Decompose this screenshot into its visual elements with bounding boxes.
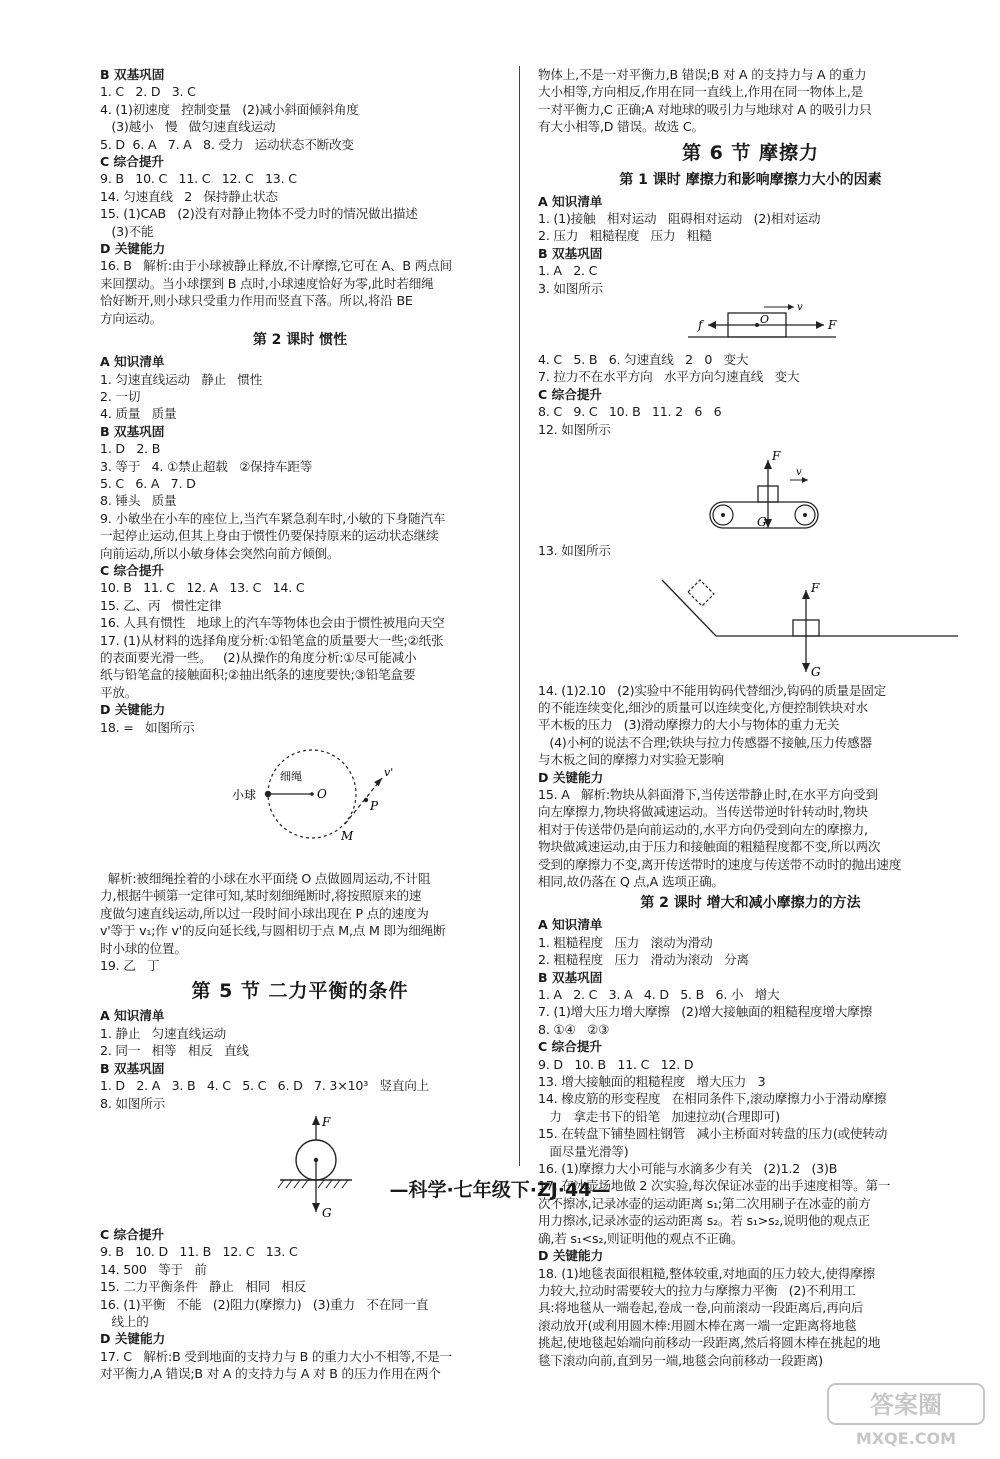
block-right-r5 (538, 542, 963, 559)
label-v: v (796, 467, 802, 479)
answer-line: 2. 一切 (100, 388, 141, 404)
column-divider (519, 66, 520, 1166)
label-ball: 小球 (232, 788, 257, 803)
answer-line: 2. 压力 粗糙程度 压力 粗糙 (538, 228, 712, 244)
subheading: B 双基巩固 (100, 67, 165, 82)
block-right-r3 (538, 351, 963, 386)
answer-line: 受到的摩擦力不变,离开传送带时的速度与传送带不动时的抛出速度 (538, 856, 902, 872)
label-g: G (811, 664, 821, 679)
answer-line: 力,根据牛顿第一定律可知,某时刻细绳断时,将按照原来的速 (100, 888, 422, 904)
answer-line: 具:将地毯从一端卷起,卷成一卷,向前滚动一段距离后,再向后 (538, 1300, 864, 1316)
label-p: P (370, 799, 379, 814)
answer-line: 纸与铅笔盒的接触面积;②抽出纸条的速度要快;③铅笔盒要 (100, 667, 416, 683)
section-title-friction: 第 6 节 摩擦力 (681, 141, 820, 164)
answer-line: 14. 橡皮筋的形变程度 在相同条件下,滚动摩擦力小于滑动摩擦 (538, 1091, 887, 1107)
subheading: B 双基巩固 (100, 423, 165, 439)
subheading: B 双基巩固 (100, 1060, 165, 1076)
figure-ball-on-ground (100, 1114, 500, 1224)
answer-line: 平放。 (100, 684, 138, 700)
lesson-title-friction-factors: 第 1 课时 摩擦力和影响摩擦力大小的因素 (619, 171, 882, 188)
answer-line: 10. B 11. C 12. A 13. C 14. C (100, 580, 305, 596)
answer-line: 16. 人具有惯性 地球上的汽车等物体也会由于惯性被甩向天空 (100, 615, 445, 631)
answer-line: 面尽量光滑等) (538, 1143, 629, 1159)
answer-line: 毯下滚动向前,直到另一端,地毯会向前移动一段距离) (538, 1352, 823, 1368)
subheading: B 双基巩固 (538, 969, 603, 985)
block-right-r4 (538, 386, 963, 438)
answer-line: 9. B 10. C 11. C 12. C 13. C (100, 171, 297, 187)
subheading: D 关键能力 (100, 1331, 166, 1347)
block-left-s11 (100, 1226, 500, 1330)
answer-line: 与木板之间的摩擦力对实验无影响 (538, 752, 724, 768)
answer-line: 向前运动,所以小敏身体会突然向前方倾倒。 (100, 545, 340, 561)
figure-circular-motion (100, 738, 500, 868)
answer-line: 15. 二力平衡条件 静止 相同 相反 (100, 1279, 307, 1295)
answer-line: 1. (1)接触 相对运动 阻碍相对运动 (2)相对运动 (538, 211, 821, 227)
answer-line: 物体上,不是一对平衡力,B 错误;B 对 A 的支持力与 A 的重力 (538, 67, 867, 82)
answer-line: 7. (1)增大压力增大摩擦 (2)增大接触面的粗糙程度增大摩擦 (538, 1004, 872, 1020)
label-g: G (757, 515, 767, 530)
answer-line: 次不擦冰,记录冰壶的运动距离 s₁;第二次用刷子在冰壶的前方 (538, 1195, 871, 1211)
block-right-r7 (538, 769, 963, 891)
answer-line: v'等于 v₁;作 v'的反向延长线,与圆相切于点 M,点 M 即为细绳断 (100, 923, 446, 939)
label-rope: 细绳 (280, 770, 302, 784)
answer-line: 13. 增大接触面的粗糙程度 增大压力 3 (538, 1074, 766, 1090)
block-right-r1 (538, 193, 963, 245)
answer-line: 8. C 9. C 10. B 11. 2 6 6 (538, 404, 722, 420)
block-right-r11 (538, 1247, 963, 1369)
label-f: F (811, 580, 820, 595)
answer-line: 9. 小敏坐在小车的座位上,当汽车紧急刹车时,小敏的下身随汽车 (100, 510, 446, 526)
label-v: v' (384, 766, 394, 780)
answer-line: 18. = 如图所示 (100, 719, 195, 735)
subheading: D 关键能力 (100, 241, 166, 257)
answer-line: 16. (1)摩擦力大小可能与水滴多少有关 (2)1.2 (3)B (538, 1161, 838, 1177)
block-right-r6 (538, 682, 963, 769)
subheading: D 关键能力 (538, 769, 604, 785)
answer-line: 相对于传送带仍是向前运动的,水平方向仍受到向左的摩擦力, (538, 821, 868, 837)
answer-line: (3)越小 慢 做匀速直线运动 (100, 119, 276, 135)
answer-line: 15. (1)CAB (2)没有对静止物体不受力时的情况做出描述 (100, 206, 418, 222)
subheading: C 综合提升 (100, 1226, 165, 1242)
answer-line: 3. 等于 4. ①禁止超载 ②保持车距等 (100, 458, 313, 474)
answer-line: 15. 乙、丙 惯性定律 (100, 597, 222, 613)
right-column (538, 66, 963, 1369)
label-g: G (322, 1205, 332, 1220)
block-left-s3 (100, 240, 500, 327)
answer-line: 14. 匀速直线 2 保持静止状态 (100, 188, 278, 204)
answer-line: 一对平衡力,C 正确;A 对地球的吸引力与地球对 A 的吸引力只 (538, 101, 872, 117)
answer-line: 1. 粗糙程度 压力 滚动为滑动 (538, 934, 713, 950)
answer-line: 18. (1)地毯表面很粗糙,整体较重,对地面的压力较大,使得摩擦 (538, 1265, 875, 1281)
answer-line: 15. 在转盘下铺垫圆柱钢管 减小主桥面对转盘的压力(或使转动 (538, 1126, 888, 1142)
label-f-small: f (698, 318, 703, 333)
answer-line: (3)不能 (100, 223, 154, 239)
subheading: C 综合提升 (538, 1039, 603, 1055)
block-left-s6 (100, 562, 500, 701)
label-o: O (317, 787, 327, 802)
answer-line: 对平衡力,A 错误;B 对 A 的支持力与 A 对 B 的压力作用在两个 (100, 1366, 441, 1382)
answer-line: 度做匀速直线运动,所以过一段时间小球出现在 P 点的速度为 (100, 905, 429, 921)
answer-line: 有大小相等,D 错误。故选 C。 (538, 119, 704, 135)
answer-line: 确,若 s₁<s₂,则证明他的观点不正确。 (538, 1230, 744, 1246)
answer-line: (4)小柯的说法不合理;铁块与拉力传感器不接触,压力传感器 (538, 734, 872, 750)
answer-line: 14. (1)2.10 (2)实验中不能用钩码代替细沙,钩码的质量是固定 (538, 682, 887, 698)
answer-line: 一起停止运动,但其上身由于惯性仍要保持原来的运动状态继续 (100, 528, 439, 544)
lesson-title-inertia: 第 2 课时 惯性 (252, 332, 348, 349)
answer-line: 1. D 2. A 3. B 4. C 5. C 6. D 7. 3×10³ 竖直向上 (100, 1078, 430, 1094)
answer-line: 力较大,拉动时需要较大的拉力与摩擦力平衡 (2)不利用工 (538, 1282, 856, 1298)
label-o: O (760, 313, 770, 327)
answer-line: 4. C 5. B 6. 匀速直线 2 0 变大 (538, 352, 749, 368)
answer-line: 力 拿走书下的铅笔 加速拉动(合理即可) (538, 1108, 780, 1124)
answer-line: 16. B 解析:由于小球被静止释放,不计摩擦,它可在 A、B 两点间 (100, 258, 452, 274)
answer-line: 5. C 6. A 7. D (100, 475, 196, 491)
answer-line: 4. 质量 质量 (100, 406, 177, 422)
lesson-title-friction-methods: 第 2 课时 增大和减小摩擦力的方法 (640, 895, 861, 912)
answer-line: 4. (1)初速度 控制变量 (2)减小斜面倾斜角度 (100, 101, 359, 117)
answer-line: 大小相等,方向相反,作用在同一直线上,作用在同一物体上,是 (538, 84, 864, 100)
answer-line: 5. D 6. A 7. A 8. 受力 运动状态不断改变 (100, 136, 354, 152)
block-left-s9 (100, 1007, 500, 1059)
answer-line: 17. 在冰壶场地做 2 次实验,每次保证冰壶的出手速度相等。第一 (538, 1178, 891, 1194)
answer-line: 13. 如图所示 (538, 543, 611, 559)
svg-text:答案圈: 答案圈 (870, 1391, 942, 1419)
answer-line: 12. 如图所示 (538, 421, 611, 437)
answer-line: 19. 乙 丁 (100, 958, 160, 974)
subheading: A 知识清单 (100, 1008, 165, 1024)
answer-line: 1. A 2. C (538, 263, 598, 279)
answer-line: 挑起,使地毯起始端向前移动一段距离,然后将圆木棒在挑起的地 (538, 1335, 881, 1351)
label-v: v (797, 302, 803, 314)
answer-line: 1. C 2. D 3. C (100, 84, 196, 100)
answer-line: 向左摩擦力,物块将做减速运动。当传送带逆时针转动时,物块 (538, 804, 868, 820)
block-left-s8 (100, 870, 500, 974)
answer-line: 1. D 2. B (100, 441, 161, 457)
answer-line: 3. 如图所示 (538, 280, 603, 296)
answer-line: 的表面要光滑一些。 (2)从操作的角度分析:①尽可能减小 (100, 650, 417, 665)
answer-line: 来回摆动。当小球摆到 B 点时,小球速度恰好为零,此时若细绳 (100, 275, 434, 291)
figure-block-friction (538, 299, 963, 349)
answer-line: 线上的 (100, 1313, 149, 1329)
answer-line: 8. 如图所示 (100, 1095, 165, 1111)
answer-line: 16. (1)平衡 不能 (2)阻力(摩擦力) (3)重力 不在同一直 (100, 1296, 429, 1312)
subheading: D 关键能力 (100, 702, 166, 718)
block-right-r2 (538, 245, 963, 297)
answer-line: 用力擦冰,记录冰壶的运动距离 s₂。若 s₁>s₂,说明他的观点正 (538, 1213, 870, 1229)
page-footer: —科学·七年级下·ZJ·44— (389, 1179, 611, 1201)
subheading: C 综合提升 (100, 562, 165, 578)
answer-line: 8. 锤头 质量 (100, 493, 177, 509)
subheading: B 双基巩固 (538, 245, 603, 261)
answer-line: 方向运动。 (100, 310, 162, 326)
block-left-s1 (100, 66, 500, 153)
answer-line: 15. A 解析:物块从斜面滑下,当传送带静止时,在水平方向受到 (538, 786, 878, 802)
subheading: A 知识清单 (538, 917, 603, 933)
answer-line: 1. A 2. C 3. A 4. D 5. B 6. 小 增大 (538, 987, 780, 1002)
answer-line: 的不能连续变化,细沙的质量可以连续变化,方便控制铁块对水 (538, 699, 868, 715)
answer-line: 2. 粗糙程度 压力 滑动为滚动 分离 (538, 952, 749, 968)
label-m: M (341, 829, 354, 844)
answer-line: 17. C 解析:B 受到地面的支持力与 B 的重力大小不相等,不是一 (100, 1348, 453, 1364)
answer-line: 解析:被细绳拴着的小球在水平面绕 O 点做圆周运动,不计阻 (100, 871, 431, 887)
answer-line: 滚动放开(或利用圆木棒:用圆木棒在离一端一定距离将地毯 (538, 1317, 857, 1333)
block-left-s10 (100, 1060, 500, 1112)
subheading: A 知识清单 (100, 354, 165, 370)
block-left-s4 (100, 353, 500, 423)
label-F: F (828, 318, 837, 333)
block-right-r9 (538, 969, 963, 1039)
subheading: A 知识清单 (538, 193, 603, 209)
block-right-r0 (538, 66, 963, 136)
answer-line: 14. 500 等于 前 (100, 1261, 207, 1277)
block-right-r8 (538, 916, 963, 968)
block-left-s2 (100, 153, 500, 240)
block-left-s12 (100, 1330, 500, 1382)
block-left-s7 (100, 701, 500, 736)
answer-line: 平木板的压力 (3)滑动摩擦力的大小与物体的重力无关 (538, 717, 840, 733)
block-left-s5 (100, 423, 500, 562)
answer-line: 相同,故仍落在 Q 点,A 选项正确。 (538, 873, 724, 889)
subheading: D 关键能力 (538, 1248, 604, 1264)
answer-line: 1. 匀速直线运动 静止 惯性 (100, 371, 263, 387)
section-title-balance: 第 5 节 二力平衡的条件 (191, 980, 409, 1003)
answer-line: 8. ①④ ②③ (538, 1021, 610, 1037)
answer-line: 7. 拉力不在水平方向 水平方向匀速直线 变大 (538, 369, 800, 385)
subheading: C 综合提升 (100, 154, 165, 170)
label-f: F (772, 449, 781, 464)
svg-text:MXQE.COM: MXQE.COM (855, 1429, 957, 1448)
block-right-r10 (538, 1038, 963, 1247)
answer-line: 9. B 10. D 11. B 12. C 13. C (100, 1244, 298, 1260)
figure-slope-block (538, 562, 963, 680)
answer-line: 时小球的位置。 (100, 940, 187, 956)
figure-conveyor-belt (538, 440, 963, 540)
answer-line: 物块做减速运动,由于压力和接触面的粗糙程度都不变,所以两次 (538, 839, 881, 855)
answer-line: 9. D 10. B 11. C 12. D (538, 1056, 694, 1072)
answer-line: 1. 静止 匀速直线运动 (100, 1025, 226, 1041)
answer-line: 恰好断开,则小球只受重力作用而竖直下落。所以,将沿 BE (100, 293, 413, 309)
subheading: C 综合提升 (538, 386, 603, 402)
label-f: F (322, 1114, 331, 1129)
answer-line: 17. (1)从材料的选择角度分析:①铅笔盒的质量要大一些;②纸张 (100, 632, 444, 648)
watermark-logo (826, 1380, 986, 1450)
answer-line: 2. 同一 相等 相反 直线 (100, 1043, 249, 1059)
